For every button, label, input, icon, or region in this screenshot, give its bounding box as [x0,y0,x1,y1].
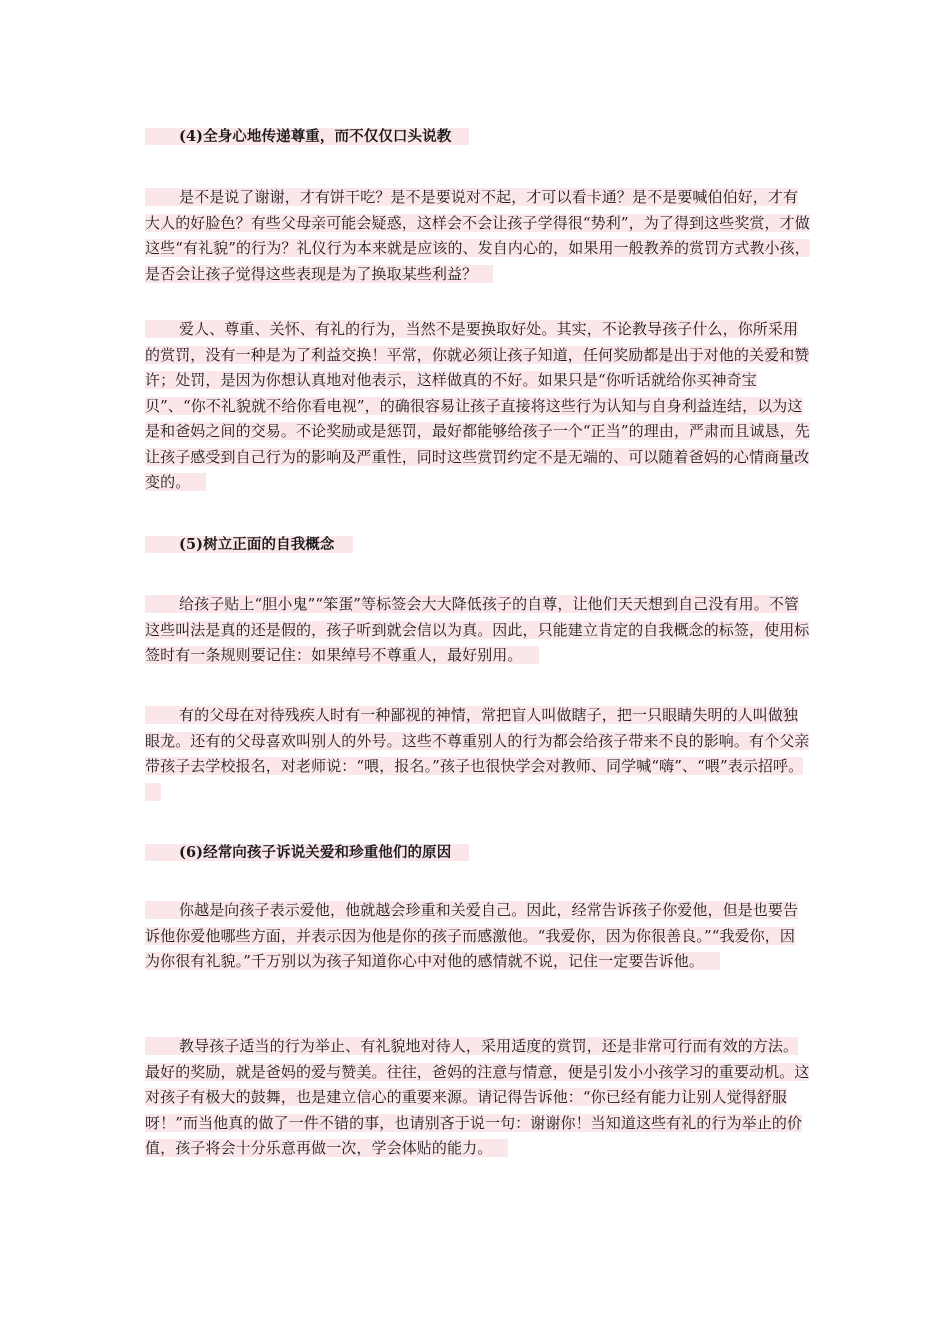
paragraph-6-1: 你越是向孩子表示爱他，他就越会珍重和关爱自己。因此，经常告诉孩子你爱他，但是也要告诉他你爱他哪些方面，并表示因为他是你的孩子而感激他。“我爱你，因为你很善良。”“我爱你，因为你很有礼貌。”千万别以为孩子知道你心中对他的感情就不说，记住一定要告诉他。 [145,901,799,970]
section-heading-4: (4)全身心地传递尊重，而不仅仅口头说教 [145,124,810,150]
paragraph-4-2: 爱人、尊重、关怀、有礼的行为，当然不是要换取好处。其实，不论教导孩子什么，你所采用的赏罚，没有一种是为了利益交换！平常，你就必须让孩子知道，任何奖励都是出于对他的关爱和赞许；处罚，是因为你想认真地对他表示，这样做真的不好。如果只是“你听话就给你买神奇宝贝”、“你不礼貌就不给你看电视”，的确很容易让孩子直接将这些行为认知与自身利益连结，以为这是和爸妈之间的交易。不论奖励或是惩罚，最好都能够给孩子一个“正当”的理由，严肃而且诚恳，先让孩子感受到自己行为的影响及严重性，同时这些赏罚约定不是无端的、可以随着爸妈的心情商量改变的。 [145,320,810,491]
paragraph-4-1: 是不是说了谢谢，才有饼干吃？是不是要说对不起，才可以看卡通？是不是要喊伯伯好，才有大人的好脸色？有些父母亲可能会疑惑，这样会不会让孩子学得很“势利”，为了得到这些奖赏，才做这些“有礼貌”的行为？礼仪行为本来就是应该的、发自内心的，如果用一般教养的赏罚方式教小孩，是否会让孩子觉得这些表现是为了换取某些利益？ [145,188,810,283]
section-heading-5: (5)树立正面的自我概念 [145,532,810,558]
paragraph-5-2: 有的父母在对待残疾人时有一种鄙视的神情，常把盲人叫做瞎子，把一只眼睛失明的人叫做独眼龙。还有的父母喜欢叫别人的外号。这些不尊重别人的行为都会给孩子带来不良的影响。有个父亲带孩子去学校报名，对老师说：“喂，报名。”孩子也很快学会对教师、同学喊“嗨”、“喂”表示招呼。 [145,703,810,805]
section-heading-6: (6)经常向孩子诉说关爱和珍重他们的原因 [145,840,810,866]
paragraph-6-2: 教导孩子适当的行为举止、有礼貌地对待人，采用适度的赏罚，还是非常可行而有效的方法。最好的奖励，就是爸妈的爱与赞美。往往，爸妈的注意与情意，便是引发小小孩学习的重要动机。这对孩子有极大的鼓舞，也是建立信心的重要来源。请记得告诉他：“你已经有能力让别人觉得舒服呀！”而当他真的做了一件不错的事，也请别吝于说一句：谢谢你！当知道这些有礼的行为举止的价值，孩子将会十分乐意再做一次，学会体贴的能力。 [145,1037,810,1157]
paragraph-5-1: 给孩子贴上“胆小鬼”“笨蛋”等标签会大大降低孩子的自尊，让他们天天想到自己没有用。不管这些叫法是真的还是假的，孩子听到就会信以为真。因此，只能建立肯定的自我概念的标签，使用标签时有一条规则要记住：如果绰号不尊重人，最好别用。 [145,595,810,664]
